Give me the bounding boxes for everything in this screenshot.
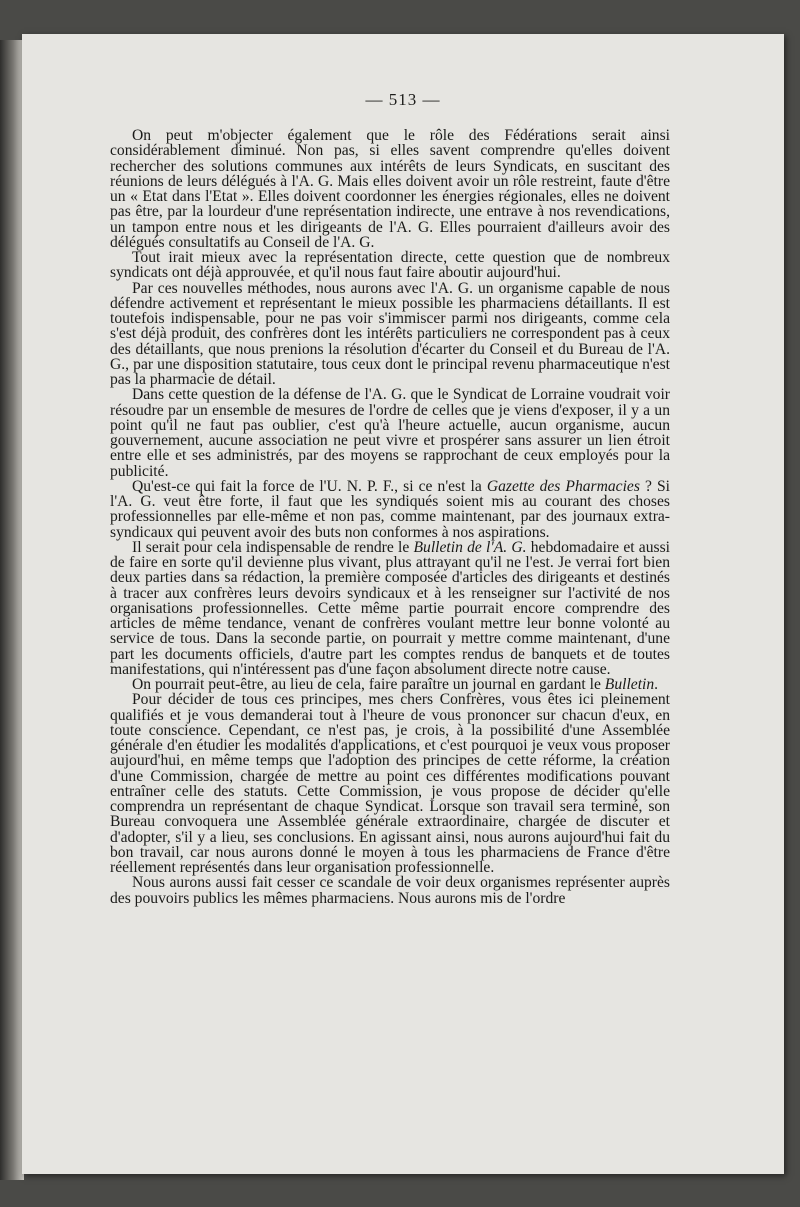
paragraph-6	[110, 540, 670, 677]
paragraph-8: Pour décider de tous ces principes, mes chers Confrères, vous êtes ici pleinement qualifiés et je vous demanderai tout à l'heure de vous prononcer sur chacun d'eux, en toute conscience. Cependant, ce n'est pas, je crois, à la possibilité d'une Assemblée générale d'en étudier les modalités d'applications, et c'est pourquoi je veux vous proposer aujourd'hui, en même temps que l'adoption des principes de cette réforme, la création d'une Commission, chargée de mettre au point ces différentes modifications pouvant entraîner celle des statuts. Cette Commission, je vous propose de décider qu'elle comprendra un représentant de chaque Syndicat. Lorsque son travail sera terminé, son Bureau convoquera une Assemblée générale extraordinaire, chargée de discuter et d'adopter, s'il y a lieu, ses conclusions. En agissant ainsi, nous aurons aujourd'hui fait du bon travail, car nous aurons donné le moyen à tous les pharmaciens de France d'être réellement représentés dans leur organisation professionnelle.	[110, 691, 670, 876]
paragraph-7-text-b: .	[654, 676, 659, 693]
paragraph-2: Tout irait mieux avec la représentation directe, cette question que de nombreux syndicats ont déjà approuvée, et qu'il nous faut faire aboutir aujourd'hui.	[110, 249, 670, 282]
facing-page-edge	[0, 40, 24, 1180]
paragraph-7	[110, 677, 670, 692]
page-number: — 513 —	[365, 90, 441, 109]
bulletin-word: Bulletin	[604, 676, 655, 693]
paragraph-6-text-b: hebdomadaire et aussi de faire en sorte qu'il devienne plus vivant, plus attrayant qu'il ne l'est. Je verrai fort bien deux parties dans sa rédaction, la première composée d'articles des dirigeants et destinés à tracer aux confrères leurs devoirs syndicaux et à les renseigner sur l'activité de nos organisations professionnelles. Cette même partie pourrait encore comprendre des articles de même tendance, venant de confrères voulant mettre leur bonne volonté au service de tous. Dans la seconde partie, on pourrait y mettre comme maintenant, d'une part les documents officiels, d'autre part les comptes rendus de banquets et de toutes manifestations, qui n'intéressent pas d'une façon absolument directe notre cause.	[110, 538, 670, 678]
paragraph-7-text-a: On pourrait peut-être, au lieu de cela, faire paraître un journal en gardant le	[132, 676, 605, 693]
paragraph-6-text-a: Il serait pour cela indispensable de rendre le	[132, 538, 414, 556]
paragraph-5-text-a: Qu'est-ce qui fait la force de l'U. N. P. F., si ce n'est la	[132, 477, 487, 495]
bulletin-title: Bulletin de l'A. G.	[413, 538, 527, 556]
paragraph-9: Nous aurons aussi fait cesser ce scandale de voir deux organismes représenter auprès des pouvoirs publics les mêmes pharmaciens. Nous aurons mis de l'ordre	[110, 874, 670, 907]
page	[22, 34, 784, 1174]
paragraph-5	[110, 479, 670, 540]
paragraph-1: On peut m'objecter également que le rôle des Fédérations serait ainsi considérablement diminué. Non pas, si elles savent comprendre qu'elles doivent rechercher des solutions communes aux intérêts de leurs Syndicats, en suscitant des réunions de leurs délégués à l'A. G. Mais elles doivent avoir un rôle restreint, faute d'être un « Etat dans l'Etat ». Elles doivent coordonner les énergies régionales, elles ne doivent pas être, par la lourdeur d'une représentation indirecte, une entrave à nos revendications, un tampon entre nous et les dirigeants de l'A. G. Elles pourraient d'ailleurs avoir des délégués consultatifs au Conseil de l'A. G.	[110, 127, 670, 251]
paragraph-4: Dans cette question de la défense de l'A. G. que le Syndicat de Lorraine voudrait voir résoudre par un ensemble de mesures de l'ordre de celles que je viens d'exposer, il y a un point qu'il ne faut pas oublier, c'est qu'à l'heure actuelle, aucun organisme, aucun gouvernement, aucune association ne peut vivre et prospérer sans assurer un lien étroit entre elle et ses administrés, par des moyens se rapprochant de ceux employés pour la publicité.	[110, 386, 670, 480]
gazette-title: Gazette des Pharmacies	[486, 477, 640, 495]
body-text	[110, 128, 670, 906]
paragraph-5-text-b: ? Si l'A. G. veut être forte, il faut que les syndiqués soient mis au courant des choses professionnelles par elle-même et non pas, comme maintenant, par des journaux extra-syndicaux qui peuvent avoir des buts non conformes à nos aspirations.	[110, 477, 670, 541]
paragraph-3: Par ces nouvelles méthodes, nous aurons avec l'A. G. un organisme capable de nous défendre activement et représentant le mieux possible les pharmaciens détaillants. Il est toutefois indispensable, pour ne pas voir s'immiscer parmi nos dirigeants, comme cela s'est déjà produit, des confrères dont les intérêts particuliers ne correspondent pas à ceux des détaillants, que nous prenions la résolution d'écarter du Conseil et du Bureau de l'A. G., par une disposition statutaire, tous ceux dont le principal revenu pharmaceutique n'est pas la pharmacie de détail.	[110, 279, 670, 388]
